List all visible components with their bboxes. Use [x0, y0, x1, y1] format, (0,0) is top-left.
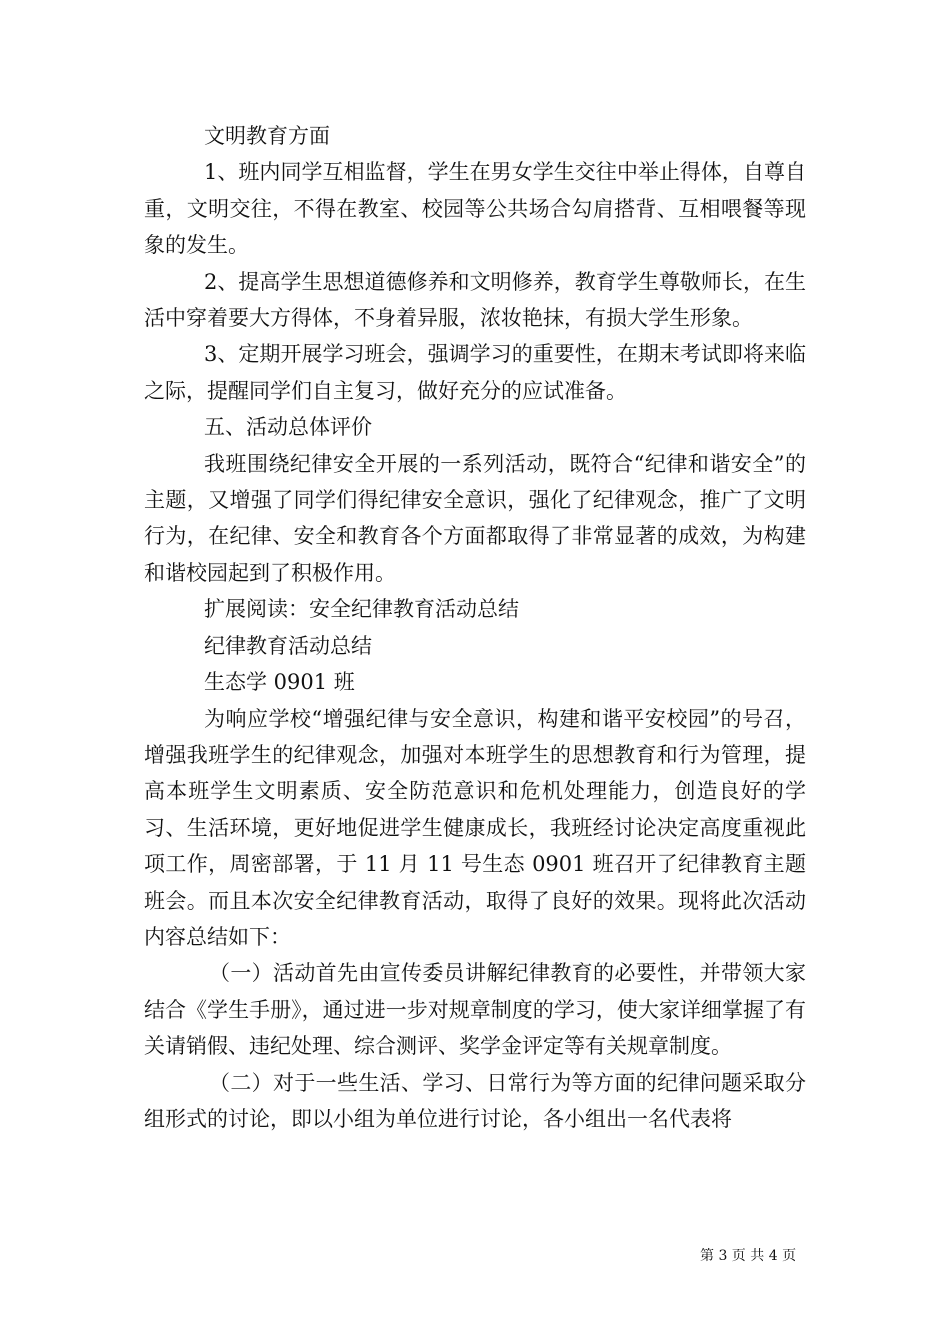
paragraph-civility-heading: 文明教育方面	[204, 124, 330, 148]
class-name: 生态学 0901 班	[204, 670, 355, 695]
page-number: 第 3 页 共 4 页	[700, 1248, 797, 1264]
document-body	[144, 118, 806, 1137]
paragraph-evaluation: 我班围绕纪律安全开展的一系列活动，既符合“纪律和谐安全”的主题，又增强了同学们得纪律安全意识，强化了纪律观念，推广了文明行为，在纪律、安全和教育各个方面都取得了非常显著的成效，为构建和谐校园起到了积极作用。	[144, 451, 806, 585]
paragraph-item-3: 3、定期开展学习班会，强调学习的重要性，在期末考试即将来临之际，提醒同学们自主复习，做好充分的应试准备。	[144, 342, 806, 403]
extended-reading-title: 扩展阅读：安全纪律教育活动总结	[204, 597, 519, 622]
paragraph-part-2: （二）对于一些生活、学习、日常行为等方面的纪律问题采取分组形式的讨论，即以小组为单位进行讨论，各小组出一名代表将	[144, 1070, 806, 1131]
summary-title: 纪律教育活动总结	[204, 633, 372, 658]
section-heading-evaluation: 五、活动总体评价	[204, 415, 372, 440]
paragraph-item-2: 2、提高学生思想道德修养和文明修养，教育学生尊敬师长，在生活中穿着要大方得体，不身着异服，浓妆艳抹，有损大学生形象。	[144, 269, 806, 331]
paragraph-item-1: 1、班内同学互相监督，学生在男女学生交往中举止得体，自尊自重，文明交往，不得在教室、校园等公共场合勾肩搭背、互相喂餐等现象的发生。	[144, 160, 806, 258]
paragraph-part-1: （一）活动首先由宣传委员讲解纪律教育的必要性，并带领大家结合《学生手册》，通过进一步对规章制度的学习，使大家详细掌握了有关请销假、违纪处理、综合测评、奖学金评定等有关规章制度。	[144, 961, 806, 1059]
paragraph-intro: 为响应学校“增强纪律与安全意识，构建和谐平安校园”的号召，增强我班学生的纪律观念，加强对本班学生的思想教育和行为管理，提高本班学生文明素质、安全防范意识和危机处理能力，创造良好的学习、生活环境，更好地促进学生健康成长，我班经讨论决定高度重视此项工作，周密部署，于 11 月 11 号生态 0901 班召开了纪律教育主题班会。而且本次安全纪律教育活动，取得了良好的效果。现将此次活动内容总结如下：	[144, 706, 806, 949]
